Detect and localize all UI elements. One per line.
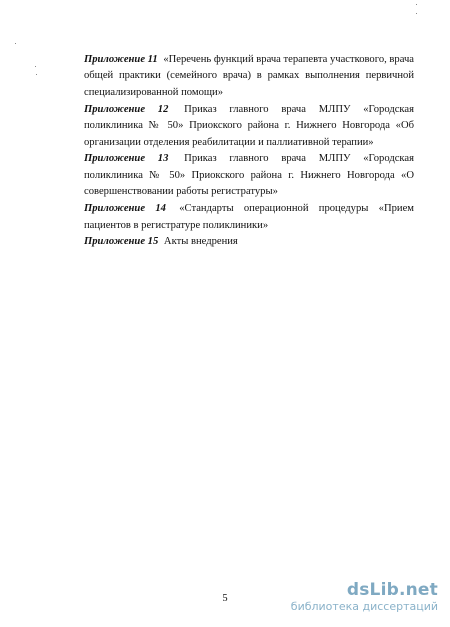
appendix-entry-13: [84, 151, 414, 200]
scan-speck: [35, 66, 36, 67]
appendix-list: [84, 52, 414, 251]
appendix-entry-11: [84, 52, 414, 101]
page-number: 5: [222, 593, 228, 604]
appendix-label: Приложение 15: [84, 236, 159, 248]
scan-speck: [15, 43, 16, 44]
appendix-text: Приказ главного врача МЛПУ «Городская поликлиника № 50» Приокского района г. Нижнего Новгорода «Об организации отделения реабилитации и паллиативной терапии»: [84, 103, 414, 148]
dslib-watermark: [278, 580, 438, 614]
appendix-label: Приложение 11: [84, 54, 158, 65]
appendix-entry-14: [84, 201, 414, 234]
appendix-text: Приказ главного врача МЛПУ «Городская поликлиника № 50» Приокского района г. Нижнего Новгорода «О совершенствовании работы регистратуры»: [84, 153, 414, 198]
appendix-text: «Стандарты операционной процедуры «Прием пациентов в регистратуре поликлиники»: [84, 203, 415, 231]
appendix-text: Акты внедрения: [163, 236, 238, 248]
appendix-label: Приложение 12: [84, 103, 169, 115]
appendix-label: Приложение 13: [84, 153, 169, 165]
scan-speck: [416, 13, 417, 14]
scan-speck: [416, 4, 417, 5]
scan-speck: [36, 74, 37, 75]
watermark-logo: dsLib.net: [346, 580, 438, 600]
appendix-label: Приложение 14: [84, 203, 166, 215]
appendix-entry-15: [84, 234, 414, 250]
appendix-entry-12: [84, 102, 414, 151]
appendix-text: «Перечень функций врача терапевта участкового, врача общей практики (семейного врача) в рамках выполнения первичной специализированной помощи»: [84, 54, 415, 98]
watermark-subtitle: библиотека диссертаций: [290, 600, 438, 613]
